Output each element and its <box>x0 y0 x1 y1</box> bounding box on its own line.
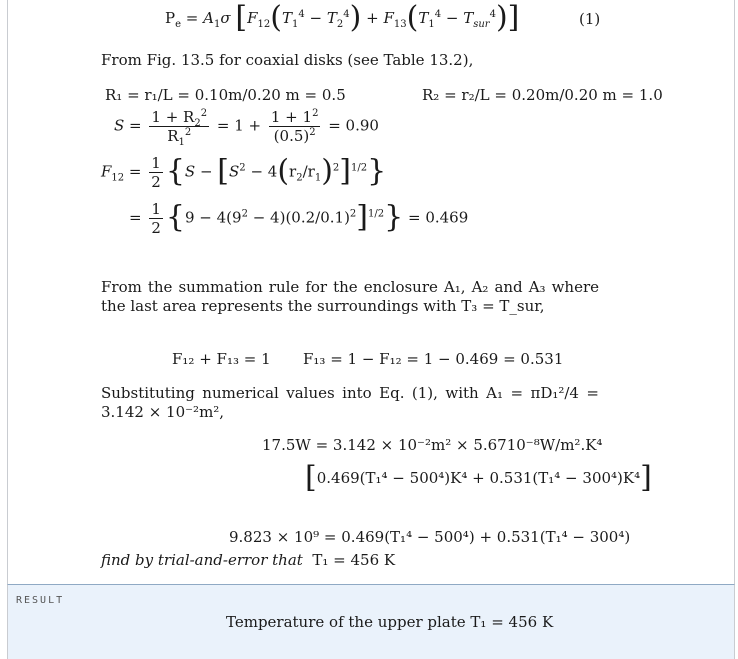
result-panel <box>7 584 735 659</box>
numeric-equation: 9.823 × 10⁹ = 0.469(T₁⁴ − 500⁴) + 0.531(T₁⁴ − 300⁴) <box>229 528 631 546</box>
equation-number: (1) <box>579 10 601 28</box>
f-sum-left: F₁₂ + F₁₃ = 1 <box>172 350 271 368</box>
r2-definition: R₂ = r₂/L = 0.20m/0.20 m = 1.0 <box>422 86 663 104</box>
f12-equation: $F_{12}$ = $\frac{1}{2}$ $\{S - [S^2 - 4(r_2/r_1)^2]^{1/2}\}$ <box>101 153 387 191</box>
s-equation: S = $\frac{1 + R_2^2}{R_1^2}$ = 1 + $\frac{1 + 1^2}{(0.5)^2}$ = 0.90 <box>114 108 379 148</box>
substitution-text: Substituting numerical values into Eq. (1), with A₁ = πD₁²/4 = 3.142 × 10⁻²m², <box>101 384 599 421</box>
intro-text: From Fig. 13.5 for coaxial disks (see Table 13.2), <box>101 51 474 69</box>
r1-definition: R₁ = r₁/L = 0.10m/0.20 m = 0.5 <box>105 86 346 104</box>
f12-numeric: = $\frac{1}{2}$ $\{9 - 4(9^2 - 4)(0.2/0.1)^2]^{1/2}\} = 0.469$ <box>129 199 469 237</box>
trial-result: find by trial-and-error that T₁ = 456 K <box>101 551 396 569</box>
energy-line-2: [0.469(T₁⁴ − 500⁴)K⁴ + 0.531(T₁⁴ − 300⁴)K⁴] <box>305 460 652 495</box>
summation-text: From the summation rule for the enclosure A₁, A₂ and A₃ where the last area represents the surroundings with T₃ = T_sur, <box>101 278 599 315</box>
equation-1: $P_e = A_1\sigma$ $[F_{12}(T_1^4 - T_2^4) + F_{13}(T_1^4 - T_{sur}^4)]$ <box>165 0 520 35</box>
f-sum-right: F₁₃ = 1 − F₁₂ = 1 − 0.469 = 0.531 <box>303 350 564 368</box>
result-text: Temperature of the upper plate T₁ = 456 K <box>226 613 554 631</box>
result-label: RESULT <box>16 595 65 606</box>
energy-line-1: 17.5W = 3.142 × 10⁻²m² × 5.6710⁻⁸W/m².K⁴ <box>262 436 603 454</box>
